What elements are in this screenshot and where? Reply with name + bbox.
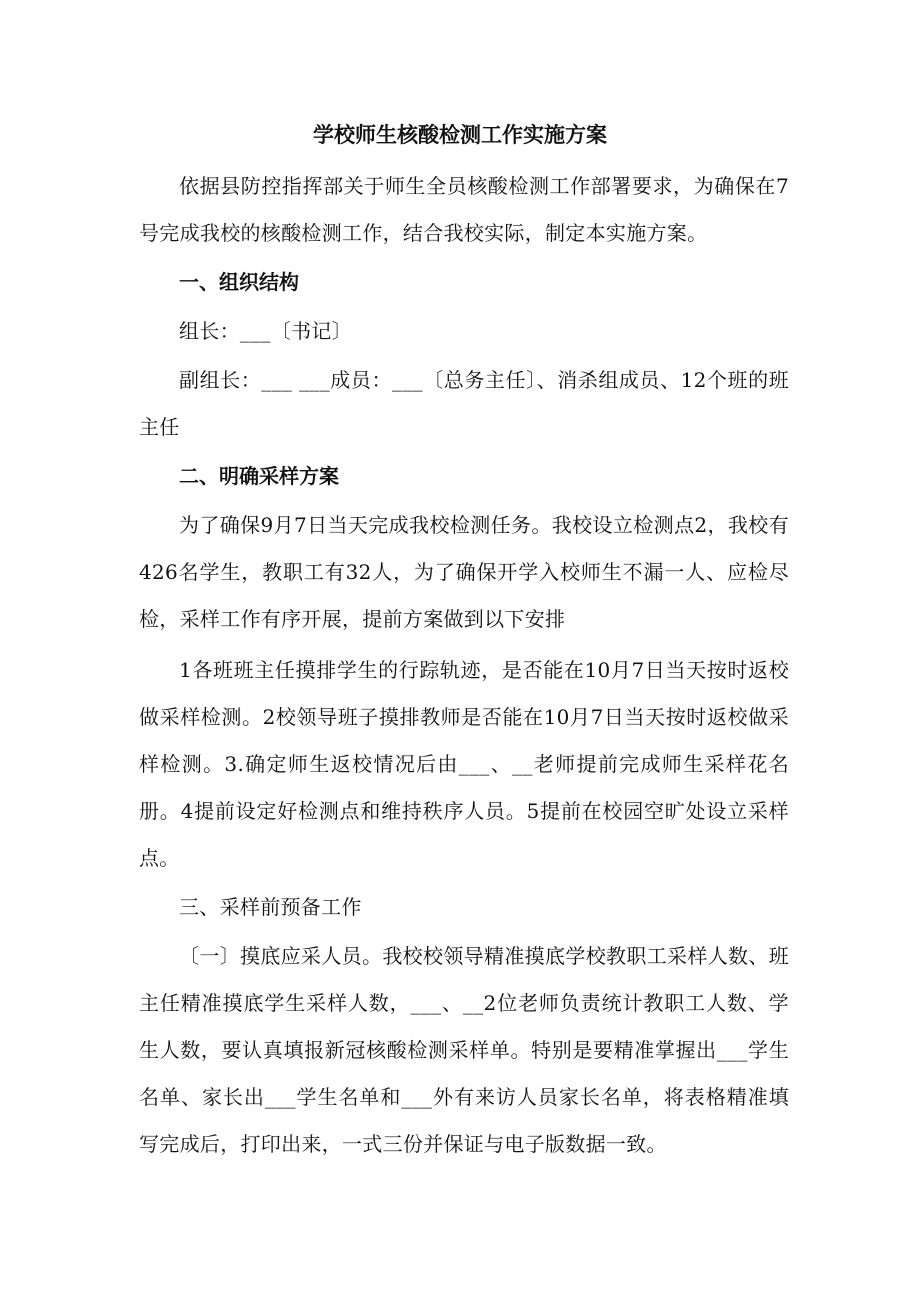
sampling-plan-paragraph-1: 为了确保9月7日当天完成我校检测任务。我校设立检测点2，我校有426名学生，教职工有32人，为了确保开学入校师生不漏一人、应检尽检，采样工作有序开展，提前方案做到以下安排 — [139, 513, 789, 631]
section-heading-organization: 一、组织结构 — [179, 270, 299, 294]
section-heading-sampling-plan: 二、明确采样方案 — [179, 464, 339, 488]
section-heading-preparation: 三、采样前预备工作 — [179, 895, 362, 919]
preparation-paragraph-1: 〔一〕摸底应采人员。我校校领导精准摸底学校教职工采样人数、班主任精准摸底学生采样人数，___、__2位老师负责统计教职工人数、学生人数，要认真填报新冠核酸检测采样单。特别是要精准掌握出___学生名单、家长出___学生名单和___外有来访人员家长名单，将表格精准填写完成后，打印出来，一式三份并保证与电子版数据一致。 — [139, 944, 789, 1156]
sampling-plan-paragraph-2: 1各班班主任摸排学生的行踪轨迹，是否能在10月7日当天按时返校做采样检测。2校领导班子摸排教师是否能在10月7日当天按时返校做采样检测。3.确定师生返校情况后由___、__老师提前完成师生采样花名册。4提前设定好检测点和维持秩序人员。5提前在校园空旷处设立采样点。 — [139, 658, 789, 870]
document-title: 学校师生核酸检测工作实施方案 — [313, 123, 607, 147]
deputy-members-paragraph: 副组长：___ ___成员：___〔总务主任〕、消杀组成员、12个班的班主任 — [139, 368, 789, 439]
document-body — [139, 163, 789, 1168]
intro-paragraph: 依据县防控指挥部关于师生全员核酸检测工作部署要求，为确保在7号完成我校的核酸检测工作，结合我校实际，制定本实施方案。 — [139, 174, 789, 245]
leader-line: 组长：___〔书记〕 — [179, 319, 352, 343]
